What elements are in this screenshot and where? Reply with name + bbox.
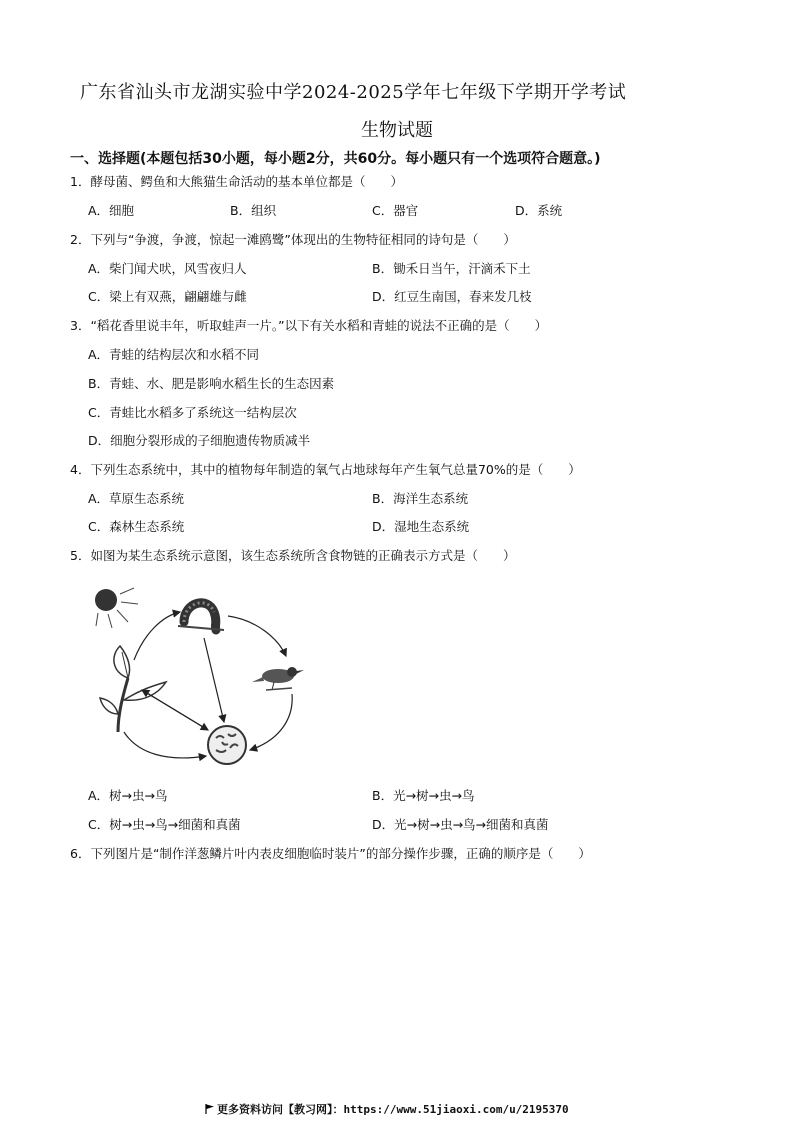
caterpillar-icon xyxy=(178,603,224,630)
question-5-stem: 5．如图为某生态系统示意图，该生态系统所含食物链的正确表示方式是（ ） xyxy=(70,548,516,563)
question-3-stem: 3．“稻花香里说丰年，听取蛙声一片。”以下有关水稻和青蛙的说法不正确的是（ ） xyxy=(70,318,548,333)
q5-option-c: C．树→虫→鸟→细菌和真菌 xyxy=(88,817,241,832)
section-heading: 一、选择题(本题包括30小题，每小题2分，共60分。每小题只有一个选项符合题意。) xyxy=(70,151,601,167)
question-6-stem: 6．下列图片是“制作洋葱鳞片叶内表皮细胞临时装片”的部分操作步骤，正确的顺序是（ ） xyxy=(70,846,591,861)
q1-option-b: B．组织 xyxy=(230,203,277,218)
q2-option-d: D．红豆生南国，春来发几枝 xyxy=(372,289,532,304)
q5-option-b: B．光→树→虫→鸟 xyxy=(372,788,475,803)
ecosystem-diagram xyxy=(88,582,328,778)
question-2-stem: 2．下列与“争渡，争渡，惊起一滩鸥鹭”体现出的生物特征相同的诗句是（ ） xyxy=(70,232,516,247)
q4-option-d: D．湿地生态系统 xyxy=(372,519,470,534)
q3-option-a: A．青蛙的结构层次和水稻不同 xyxy=(88,347,260,362)
q2-option-c: C．梁上有双燕，翩翩雄与雌 xyxy=(88,289,247,304)
q5-option-d: D．光→树→虫→鸟→细菌和真菌 xyxy=(372,817,549,832)
sun-icon xyxy=(95,588,138,628)
q1-option-a: A．细胞 xyxy=(88,203,135,218)
q1-option-d: D．系统 xyxy=(515,203,563,218)
decomposer-icon xyxy=(208,726,246,764)
q1-option-c: C．器官 xyxy=(372,203,419,218)
q2-option-b: B．锄禾日当午，汗滴禾下土 xyxy=(372,261,531,276)
q4-option-a: A．草原生态系统 xyxy=(88,491,185,506)
q3-option-d: D．细胞分裂形成的子细胞遗传物质减半 xyxy=(88,433,311,448)
exam-subtitle: 生物试题 xyxy=(361,120,433,141)
q3-option-c: C．青蛙比水稻多了系统这一结构层次 xyxy=(88,405,297,420)
q3-option-b: B．青蛙、水、肥是影响水稻生长的生态因素 xyxy=(88,376,335,391)
q5-option-a: A．树→虫→鸟 xyxy=(88,788,168,803)
flag-icon xyxy=(205,1104,215,1114)
plant-icon xyxy=(100,646,166,732)
question-1-stem: 1．酵母菌、鳄鱼和大熊猫生命活动的基本单位都是（ ） xyxy=(70,174,403,189)
question-4-stem: 4．下列生态系统中，其中的植物每年制造的氧气占地球每年产生氧气总量70%的是（ ） xyxy=(70,462,581,477)
footer-text: 更多资料访问【教习网】：https://www.51jiaoxi.com/u/2195370 xyxy=(217,1103,569,1116)
footer-link[interactable] xyxy=(205,1101,569,1117)
q2-option-a: A．柴门闻犬吠，风雪夜归人 xyxy=(88,261,247,276)
exam-title: 广东省汕头市龙湖实验中学2024-2025学年七年级下学期开学考试 xyxy=(80,82,627,103)
q4-option-b: B．海洋生态系统 xyxy=(372,491,469,506)
q4-option-c: C．森林生态系统 xyxy=(88,519,185,534)
bird-icon xyxy=(252,667,304,690)
